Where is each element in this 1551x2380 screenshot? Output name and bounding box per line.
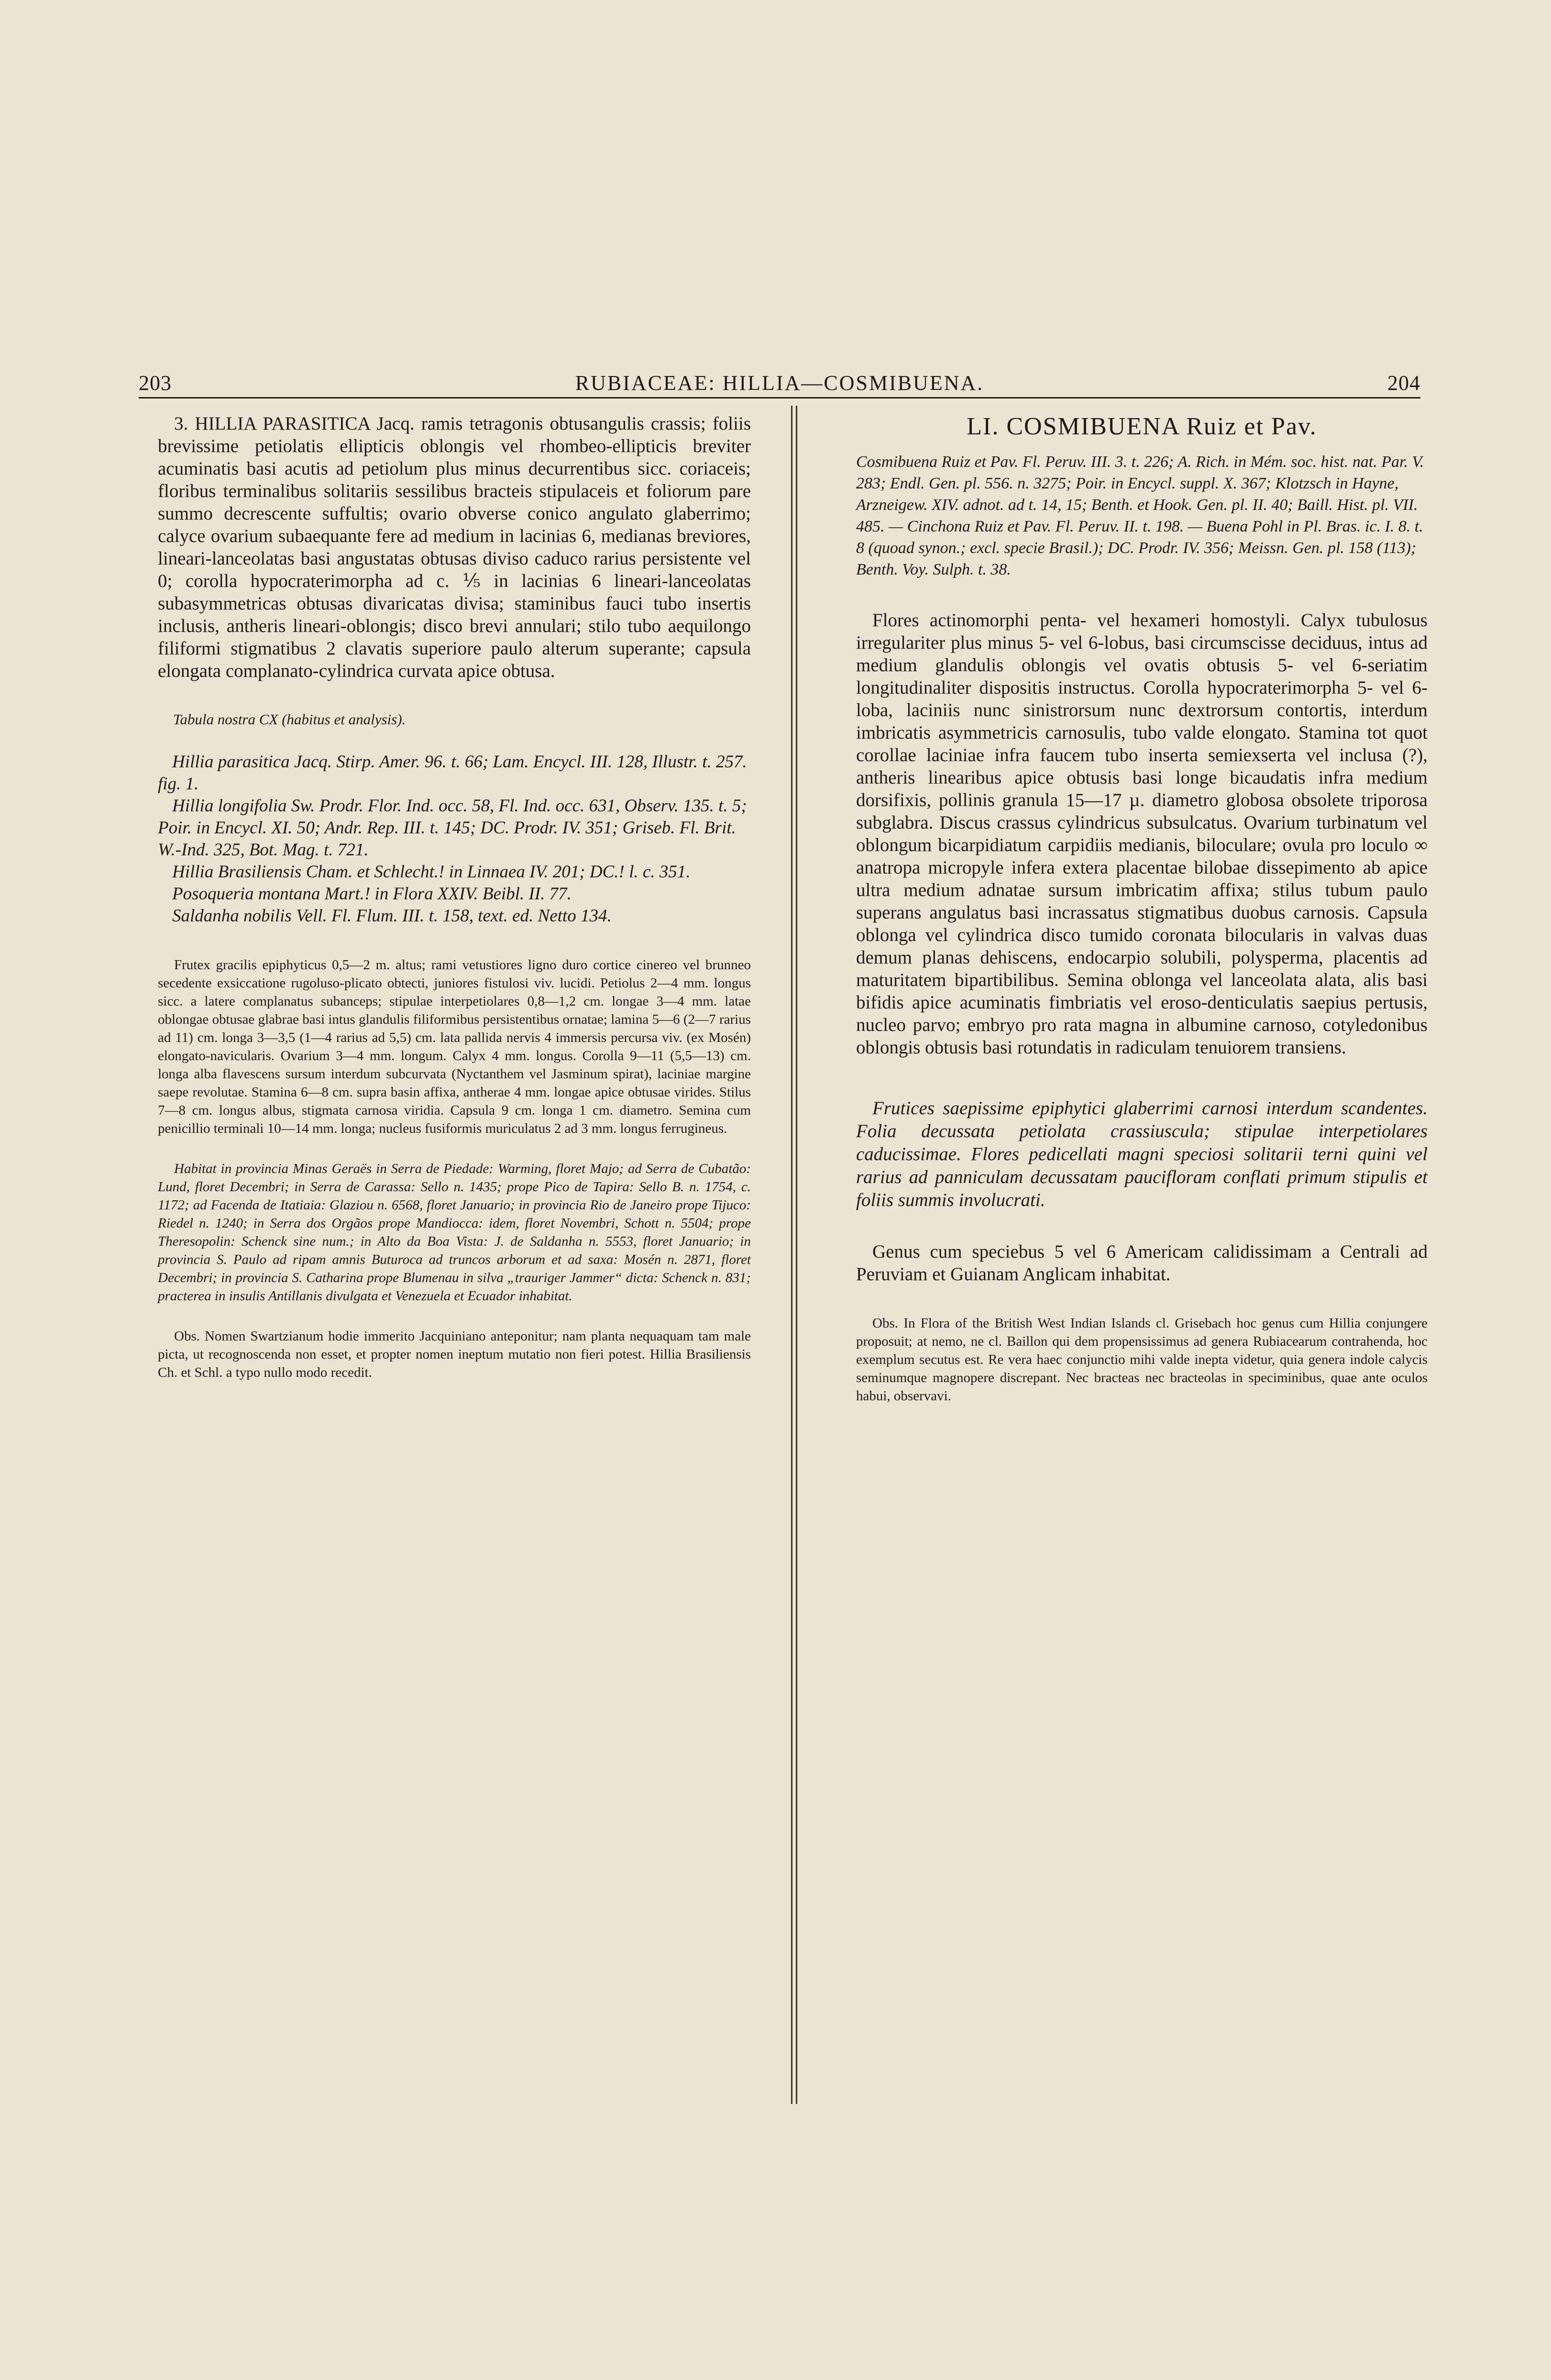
genus-description: Flores actinomorphi penta- vel hexameri homostyli. Calyx tubulosus irregulariter plus minus 5- vel 6-lobus, basi circumscisse deciduus, intus ad medium glandulis oblongis vel ovatis obtusis 5- vel 6-seriatim longitudinaliter dispositis instructus. Corolla hypocraterimorpha 5- vel 6-loba, laciniis nunc sinistrorsum nunc dextrorsum contortis, interdum imbricatis asymmetricis carnosulis, tubo valde elongato. Stamina tot quot corollae laciniae infra faucem tubo inserta semiexserta vel inclusa (?), antheris linearibus apice obtusis basi longe bicaudatis infra medium dorsifixis, pollinis granula 15—17 µ. diametro globosa obsolete triporosa subglabra. Discus crassus cylindricus subsulcatus. Ovarium turbinatum vel oblongum bicarpidiatum carpidiis medianis, biloculare; ovula pro loculo ∞ anatropa micropyle infera extera placentae bilobae dissepimento ab apice ultra medium adnatae sursum imbricatim affixa; stilus tubum paulo superans angulatus basi incrassatus stigmatibus duobus carnosis. Capsula oblonga vel cylindrica disco tumido coronata bilocularis in valvas duas demum planas dehiscens, endocarpio solubili, polysperma, placentis ad maturitatem bipartibilibus. Semina oblonga vel lanceolata alata, alis basi bifidis apice acuminatis fimbriatis vel eroso-denticulatis saepius pertusis, nucleo parvo; embryo pro rata magna in albumine carnoso, cotyledonibus oblongis obtusis basi rotundatis in radiculam tenuiorem transiens. [856, 610, 1428, 1058]
species-description: 3. HILLIA PARASITICA Jacq. ramis tetragonis obtusangulis crassis; foliis brevissime petiolatis ellipticis oblongis vel rhombeo-ellipticis breviter acuminatis basi acutis ad petiolum plus minus decurrentibus sicc. coriaceis; floribus terminalibus solitariis sessilibus bracteis stipulaceis et foliorum pare summo decrescente suffultis; ovario obverse conico angulato glaberrimo; calyce ovarium subaequante fere ad medium in lacinias 6, medianas breviores, lineari-lanceolatas basi angustatas obtusas diviso caduco rarius persistente vel 0; corolla hypocraterimorpha ad c. ⅕ in lacinias 6 lineari-lanceolatas subasymmetricas obtusas divaricatas divisa; staminibus fauci tubo insertis inclusis, antheris lineari-oblongis; disco brevi annulari; stilo tubo aequilongo filiformi stigmatibus 2 clavatis superiore paulo alterum superante; capsula elongata complanato-cylindrica curvata apice obtusa. [158, 413, 751, 681]
reference-item: Hillia parasitica Jacq. Stirp. Amer. 96. t. 66; Lam. Encycl. III. 128, Illustr. t. 257. fig. 1. [158, 752, 747, 794]
frutex-description: Frutex gracilis epiphyticus 0,5—2 m. altus; rami vetustiores ligno duro cortice cinereo vel brunneo secedente exsiccatione rugoluso-plicato obtecti, juniores fistulosi viv. lucidi. Petiolus 2—4 mm. longus sicc. a latere complanatus subanceps; stipulae interpetiolares 0,8—1,2 cm. longae 3—4 mm. latae oblongae obtusae glabrae basi intus glandulis filiformibus persistentibus ornatae; lamina 5—6 (2—7 rarius ad 11) cm. longa 3—3,5 (1—4 rarius ad 5,5) cm. lata pallida nervis 4 immersis percursa viv. (ex Mosén) elongato-navicularis. Ovarium 3—4 mm. longum. Calyx 4 mm. longus. Corolla 9—11 (5,5—13) cm. longa alba flavescens sursum interdum subcurvata (Nyctanthem vel Jasminum spirat), laciniae margine saepe revolutae. Stamina 6—8 cm. supra basin affixa, antherae 4 mm. longae apice obtusae virides. Stilus 7—8 cm. longus albus, stigmata carnosa viridia. Capsula 9 cm. longa 1 cm. diametro. Semina cum penicillio terminali 10—14 mm. longa; nucleus fusiformis muriculatus 2 ad 3 mm. longus ferrugineus. [158, 957, 751, 1136]
habit-description: Frutices saepissime epiphytici glaberrimi carnosi interdum scandentes. Folia decussata petiolata crassiuscula; stipulae interpetiolares caducissimae. Flores pedicellati magni speciosi solitarii terni quini vel rarius ad panniculam decussatam paucifloram conflati primum stipulis et foliis summis involucrati. [856, 1098, 1428, 1210]
genus-synonyms: Cosmibuena Ruiz et Pav. Fl. Peruv. III. 3. t. 226; A. Rich. in Mém. soc. hist. nat. Par. V. 283; Endl. Gen. pl. 556. n. 3275; Poir. in Encycl. suppl. X. 367; Klotzsch in Hayne, Arzneigew. XIV. adnot. ad t. 14, 15; Benth. et Hook. Gen. pl. II. 40; Baill. Hist. pl. VII. 485. — Cinchona Ruiz et Pav. Fl. Peruv. II. t. 198. — Buena Pohl in Pl. Bras. ic. I. 8. t. 8 (quoad synon.; excl. specie Brasil.); DC. Prodr. IV. 356; Meissn. Gen. pl. 158 (113); Benth. Voy. Sulph. t. 38. [856, 453, 1424, 578]
reference-item: Posoqueria montana Mart.! in Flora XXIV. Beibl. II. 77. [172, 884, 572, 904]
genus-heading: LI. COSMIBUENA Ruiz et Pav. [967, 413, 1317, 440]
page-number-right: 204 [1387, 371, 1420, 395]
right-column [856, 412, 1428, 1405]
genus-distribution: Genus cum speciebus 5 vel 6 Americam calidissimam a Centrali ad Peruviam et Guianam Anglicam inhabitat. [856, 1241, 1428, 1284]
running-title: RUBIACEAE: HILLIA—COSMIBUENA. [575, 371, 984, 395]
page-number-left: 203 [139, 371, 172, 395]
column-divider-inner [796, 406, 797, 2104]
column-divider [791, 406, 792, 2104]
observation-note: Obs. In Flora of the British West Indian Islands cl. Grisebach hoc genus cum Hillia conjungere proposuit; at nemo, ne cl. Baillon qui dem propensissimus ad genera Rubiacearum contrahenda, hoc exemplum secutus est. Re vera haec conjunctio mihi valde inepta videtur, quia genera indole calycis seminumque magnopere discrepant. Nec bracteas nec bracteolas in speciminibus, quae ante oculos habui, observavi. [856, 1316, 1428, 1404]
tabula-reference: Tabula nostra CX (habitus et analysis). [173, 711, 406, 728]
habitat-paragraph: Habitat in provincia Minas Geraës in Serra de Piedade: Warming, floret Majo; ad Serra de Cubatão: Lund, floret Decembri; in Serra de Carassa: Sello n. 1435; prope Pico de Tapira: Sello B. n. 1754, c. 1172; ad Facenda de Itatiaia: Glaziou n. 6568, floret Januario; in provincia Rio de Janeiro prope Tijuco: Riedel n. 1240; in Serra dos Orgãos prope Mandiocca: idem, floret Novembri, Schott n. 5504; prope Theresopolin: Schenck sine num.; in Alto da Boa Vista: J. de Saldanha n. 5553, floret Januario; in provincia S. Paulo ad ripam amnis Buturoca ad truncos arborum et ad saxa: Mosén n. 2871, floret Decembri; in provincia S. Catharina prope Blumenau in silva „trauriger Jammer“ dicta: Schenck n. 831; practerea in insulis Antillanis divulgata et Venezuela et Ecuador inhabitat. [158, 1161, 751, 1304]
reference-item: Saldanha nobilis Vell. Fl. Flum. III. t. 158, text. ed. Netto 134. [172, 906, 612, 926]
left-column [158, 412, 751, 1382]
reference-item: Hillia Brasiliensis Cham. et Schlecht.! in Linnaea IV. 201; DC.! l. c. 351. [172, 862, 691, 882]
page-header [139, 371, 1420, 404]
synonym-references [158, 751, 751, 927]
reference-item: Hillia longifolia Sw. Prodr. Flor. Ind. occ. 58, Fl. Ind. occ. 631, Observ. 135. t. 5; Poir. in Encycl. XI. 50; Andr. Rep. III. t. 145; DC. Prodr. IV. 351; Griseb. Fl. Brit. W.-Ind. 325, Bot. Mag. t. 721. [158, 796, 747, 860]
header-rule [139, 397, 1420, 399]
observation-note: Obs. Nomen Swartzianum hodie immerito Jacquiniano anteponitur; nam planta nequaquam tam male picta, ut recognoscenda non esset, et propter nomen ineptum mutatio non fieri potest. Hillia Brasiliensis Ch. et Schl. a typo nullo modo recedit. [158, 1328, 751, 1380]
